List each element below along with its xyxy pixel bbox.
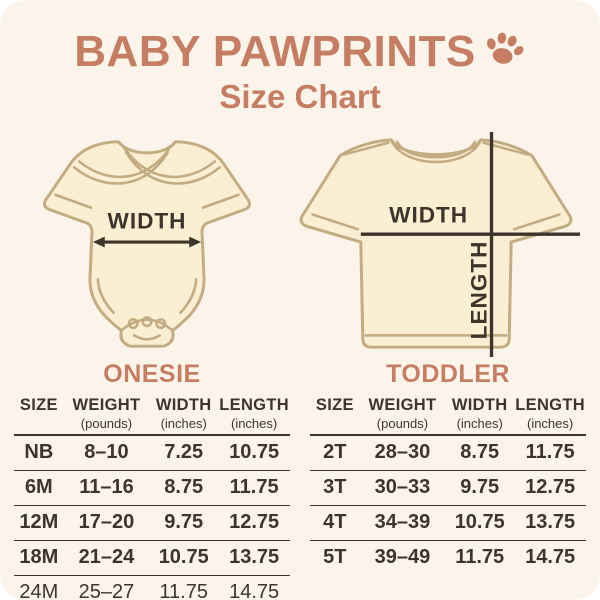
- table-row: [310, 435, 586, 471]
- table-cell: 5T: [310, 541, 360, 576]
- col-header-size: [14, 396, 64, 435]
- col-header-length: [218, 396, 290, 435]
- col-header-width: [149, 396, 218, 435]
- table-cell: 24M: [14, 576, 64, 600]
- table-row: [14, 471, 290, 506]
- table-header-row: [14, 396, 290, 435]
- col-header-unit: (inches): [160, 416, 207, 432]
- table-cell: 9.75: [445, 471, 514, 506]
- table-cell: 9.75: [149, 506, 218, 541]
- table-cell: 12.75: [514, 471, 586, 506]
- table-cell: 11.75: [445, 541, 514, 576]
- col-header-unit: (pounds): [80, 416, 133, 432]
- onesie-illustration: [18, 130, 276, 358]
- col-header-label: LENGTH: [515, 396, 585, 415]
- col-header-weight: [360, 396, 446, 435]
- col-header-label: WEIGHT: [368, 396, 437, 415]
- table-cell: 8–10: [84, 441, 129, 464]
- col-header-size: [310, 396, 360, 435]
- header: [0, 0, 600, 116]
- table-cell: 7.25: [164, 441, 204, 464]
- table-row: [14, 576, 290, 600]
- col-header-length: [514, 396, 586, 435]
- table-row: [310, 541, 586, 576]
- table-row: [310, 506, 586, 541]
- table-cell: 6M: [14, 471, 64, 506]
- table-cell: 14.75: [514, 541, 586, 576]
- col-header-unit: [310, 416, 360, 431]
- table-cell: 17–20: [64, 506, 150, 541]
- onesie-width-label: WIDTH: [107, 208, 187, 234]
- table-row: [14, 435, 290, 471]
- table-cell: 13.75: [218, 541, 290, 576]
- table-cell: 11.75: [149, 576, 218, 600]
- size-tables: [0, 360, 600, 600]
- onesie-section-title: ONESIE: [103, 360, 201, 389]
- col-header-label: WIDTH: [155, 396, 212, 415]
- onesie-size-table: [14, 396, 290, 600]
- col-header-label: LENGTH: [219, 396, 289, 415]
- table-header-row: [310, 396, 586, 435]
- table-cell: 11.75: [218, 471, 290, 506]
- table-row: [14, 541, 290, 576]
- col-header-unit: (inches): [230, 416, 278, 432]
- table-cell: 34–39: [360, 506, 446, 541]
- col-header-label: SIZE: [315, 396, 354, 415]
- col-header-unit: (inches): [456, 416, 503, 432]
- col-header-unit: (pounds): [376, 416, 429, 432]
- table-cell: 25–27: [64, 576, 150, 600]
- page-title: BABY PAWPRINTS: [74, 27, 476, 76]
- table-row: [310, 471, 586, 506]
- table-cell: 28–30: [374, 441, 431, 464]
- table-cell: NB: [24, 441, 54, 464]
- table-cell: 3T: [310, 471, 360, 506]
- toddler-shirt-illustration: [290, 130, 582, 358]
- table-cell: 8.75: [460, 441, 500, 464]
- table-cell: 11.75: [525, 441, 575, 464]
- table-row: [14, 506, 290, 541]
- shirt-width-label: WIDTH: [389, 202, 469, 228]
- table-cell: 2T: [323, 441, 347, 464]
- shirt-body: [301, 140, 571, 347]
- table-cell: 12M: [14, 506, 64, 541]
- shirt-length-label: LENGTH: [466, 240, 492, 340]
- col-header-width: [445, 396, 514, 435]
- table-cell: 21–24: [64, 541, 150, 576]
- table-cell: 18M: [14, 541, 64, 576]
- table-cell: 4T: [310, 506, 360, 541]
- col-header-label: WEIGHT: [72, 396, 141, 415]
- onesie-section: [14, 360, 290, 600]
- toddler-section-title: TODDLER: [386, 360, 510, 389]
- col-header-label: WIDTH: [451, 396, 508, 415]
- garment-illustrations: [0, 130, 600, 358]
- table-cell: 30–33: [360, 471, 446, 506]
- toddler-section: [310, 360, 586, 600]
- col-header-unit: (inches): [526, 416, 574, 432]
- page-subtitle: Size Chart: [219, 78, 381, 116]
- col-header-unit: [14, 416, 64, 431]
- onesie-body: [44, 142, 249, 346]
- table-cell: 12.75: [218, 506, 290, 541]
- table-cell: 13.75: [514, 506, 586, 541]
- col-header-label: SIZE: [19, 396, 58, 415]
- table-cell: 39–49: [360, 541, 446, 576]
- table-cell: 14.75: [218, 576, 290, 600]
- onesie-width-measure: [93, 209, 201, 248]
- table-cell: 10.75: [149, 541, 218, 576]
- table-cell: 10.75: [229, 441, 280, 464]
- table-cell: 10.75: [445, 506, 514, 541]
- paw-print-icon: [482, 26, 526, 70]
- col-header-weight: [64, 396, 150, 435]
- table-cell: 11–16: [64, 471, 150, 506]
- table-cell: 8.75: [149, 471, 218, 506]
- toddler-size-table: [310, 396, 586, 575]
